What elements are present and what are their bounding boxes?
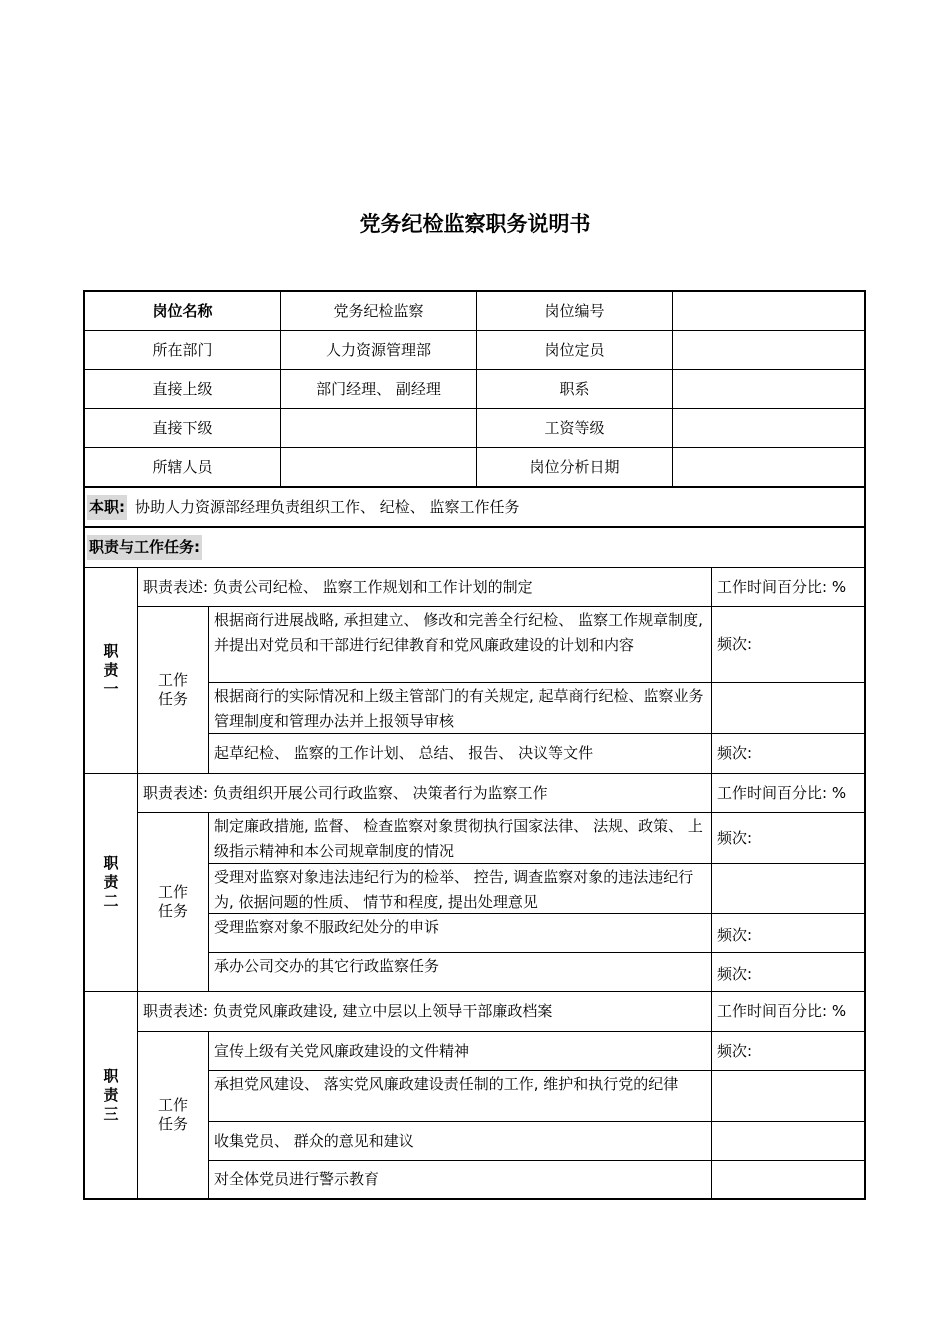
duties-header-label: 职责与工作任务: <box>87 535 202 560</box>
duty-1-task-2-freq <box>712 683 864 734</box>
duty-2-task-1: 制定廉政措施, 监督、 检查监察对象贯彻执行国家法律、 法规、政策、 上级指示精神和本公司规章制度的情况 <box>209 813 712 864</box>
value-analysis-date <box>673 448 864 488</box>
duties-header <box>85 528 864 568</box>
value-direct-superior: 部门经理、 副经理 <box>281 370 477 409</box>
label-direct-superior: 直接上级 <box>85 370 281 409</box>
primary-duty-row <box>85 488 864 528</box>
job-description-table <box>83 290 866 1200</box>
value-headcount <box>673 331 864 370</box>
duty-2-task-2: 受理对监察对象违法违纪行为的检举、 控告, 调查监察对象的违法违纪行为, 依据问题的性质、 情节和程度, 提出处理意见 <box>209 864 712 914</box>
duty-1-task-3-freq: 频次: <box>712 734 864 774</box>
label-headcount: 岗位定员 <box>477 331 673 370</box>
label-subordinates: 所辖人员 <box>85 448 281 488</box>
value-department: 人力资源管理部 <box>281 331 477 370</box>
duty-3-task-1: 宣传上级有关党风廉政建设的文件精神 <box>209 1032 712 1071</box>
duty-3-description: 职责表述: 负责党风廉政建设, 建立中层以上领导干部廉政档案 <box>138 992 712 1032</box>
duty-1-description: 职责表述: 负责公司纪检、 监察工作规划和工作计划的制定 <box>138 568 712 607</box>
duty-1-percent: 工作时间百分比: % <box>712 568 864 607</box>
duty-3-task-3: 收集党员、 群众的意见和建议 <box>209 1122 712 1161</box>
duty-1-task-2: 根据商行的实际情况和上级主管部门的有关规定, 起草商行纪检、监察业务管理制度和管理办法并上报领导审核 <box>209 683 712 734</box>
label-analysis-date: 岗位分析日期 <box>477 448 673 488</box>
duty-2-task-1-freq: 频次: <box>712 813 864 864</box>
duty-3-task-2-freq <box>712 1071 864 1122</box>
duty-3-task-4-freq <box>712 1161 864 1198</box>
duty-3-percent: 工作时间百分比: % <box>712 992 864 1032</box>
duty-1-task-3: 起草纪检、 监察的工作计划、 总结、 报告、 决议等文件 <box>209 734 712 774</box>
duty-1-task-1-freq: 频次: <box>712 607 864 683</box>
duty-3-task-3-freq <box>712 1122 864 1161</box>
value-job-family <box>673 370 864 409</box>
duty-3-task-4: 对全体党员进行警示教育 <box>209 1161 712 1198</box>
value-position-name: 党务纪检监察 <box>281 292 477 331</box>
document-title: 党务纪检监察职务说明书 <box>359 212 591 236</box>
duty-2-name: 职 责 二 <box>85 774 138 992</box>
duty-1-task-label: 工作 任务 <box>138 607 209 774</box>
duty-3-task-2: 承担党风建设、 落实党风廉政建设责任制的工作, 维护和执行党的纪律 <box>209 1071 712 1122</box>
duty-3-name: 职 责 三 <box>85 992 138 1198</box>
duty-1-task-1: 根据商行进展战略, 承担建立、 修改和完善全行纪检、 监察工作规章制度, 并提出对党员和干部进行纪律教育和党风廉政建设的计划和内容 <box>209 607 712 683</box>
duty-1-name: 职 责 一 <box>85 568 138 774</box>
label-position-number: 岗位编号 <box>477 292 673 331</box>
primary-duty-text: 协助人力资源部经理负责组织工作、 纪检、 监察工作任务 <box>135 497 520 516</box>
value-position-number <box>673 292 864 331</box>
duty-3-task-1-freq: 频次: <box>712 1032 864 1071</box>
duty-3-task-label: 工作 任务 <box>138 1032 209 1198</box>
value-direct-subordinate <box>281 409 477 448</box>
duty-2-task-2-freq <box>712 864 864 914</box>
value-salary-grade <box>673 409 864 448</box>
duty-2-percent: 工作时间百分比: % <box>712 774 864 813</box>
duty-2-task-3: 受理监察对象不服政纪处分的申诉 <box>209 914 712 953</box>
label-salary-grade: 工资等级 <box>477 409 673 448</box>
duty-2-task-4-freq: 频次: <box>712 953 864 992</box>
duty-2-task-3-freq: 频次: <box>712 914 864 953</box>
duty-2-description: 职责表述: 负责组织开展公司行政监察、 决策者行为监察工作 <box>138 774 712 813</box>
label-position-name: 岗位名称 <box>85 292 281 331</box>
value-subordinates <box>281 448 477 488</box>
label-job-family: 职系 <box>477 370 673 409</box>
label-department: 所在部门 <box>85 331 281 370</box>
duty-2-task-4: 承办公司交办的其它行政监察任务 <box>209 953 712 992</box>
primary-duty-label: 本职: <box>87 495 127 520</box>
duty-2-task-label: 工作 任务 <box>138 813 209 992</box>
label-direct-subordinate: 直接下级 <box>85 409 281 448</box>
